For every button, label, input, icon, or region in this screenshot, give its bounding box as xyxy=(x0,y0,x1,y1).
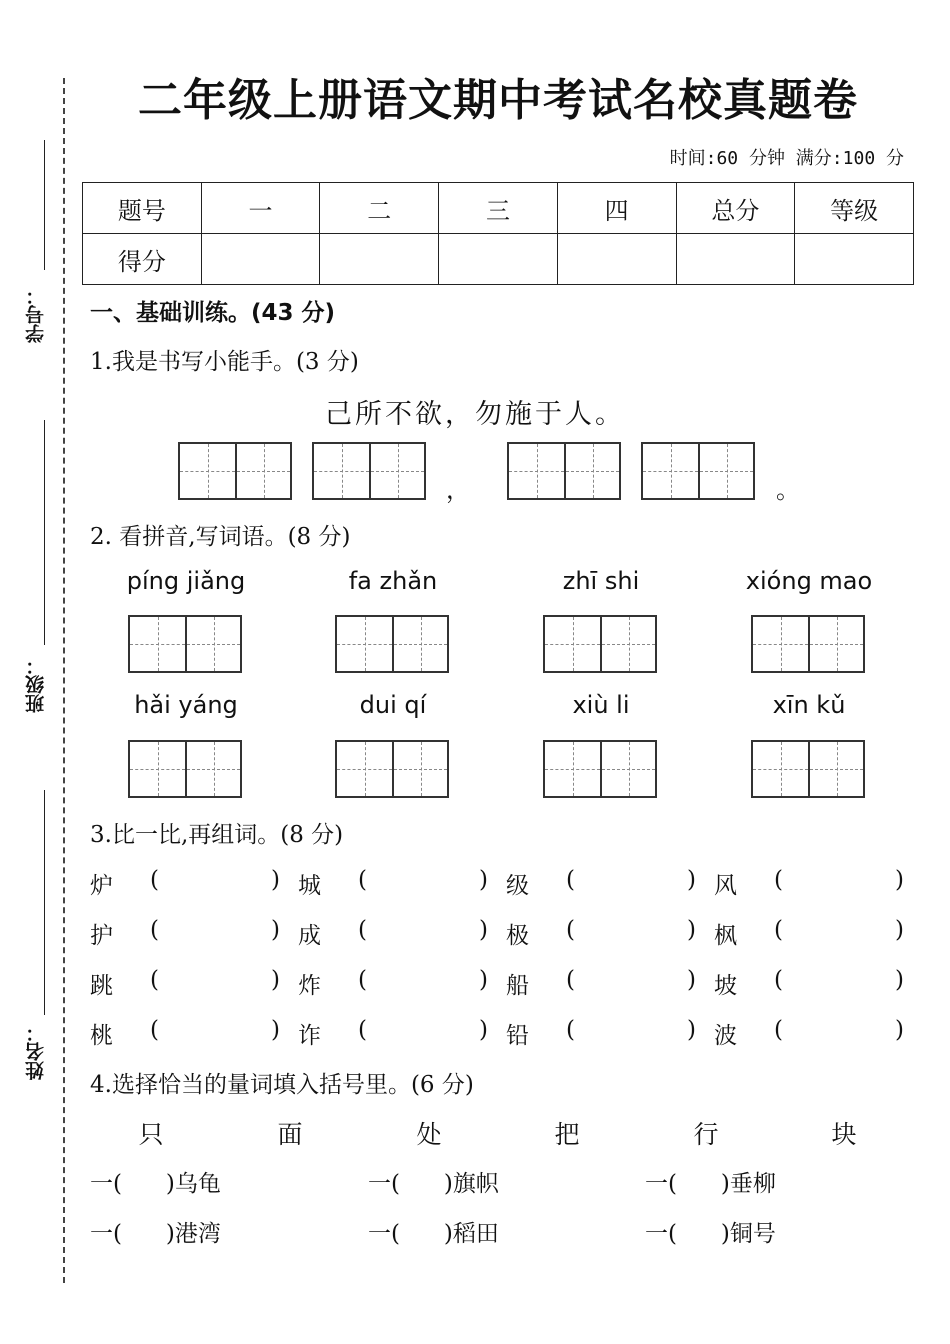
score-header: 四 xyxy=(557,183,676,234)
writing-grid[interactable] xyxy=(543,615,657,673)
close-paren: ) xyxy=(687,917,696,943)
close-paren: ) xyxy=(687,967,696,993)
cut-line xyxy=(63,78,65,1283)
answer-parens[interactable] xyxy=(774,867,904,900)
open-paren: ( xyxy=(358,1017,367,1043)
compare-word-item[interactable] xyxy=(90,967,280,1000)
compare-char: 炸 xyxy=(298,973,321,999)
close-paren: ) xyxy=(895,1017,904,1043)
time-info: 时间:60 分钟 满分:100 分 xyxy=(669,148,904,169)
measure-word: 行 xyxy=(693,1120,719,1149)
close-paren: ) xyxy=(479,867,488,893)
compare-char: 枫 xyxy=(714,923,737,949)
score-header: 题号 xyxy=(83,183,202,234)
open-paren: ( xyxy=(774,1017,783,1043)
compare-word-item[interactable] xyxy=(506,967,696,1000)
compare-word-item[interactable] xyxy=(298,917,488,950)
score-header: 等级 xyxy=(795,183,914,234)
score-header-row xyxy=(83,183,914,234)
answer-parens[interactable] xyxy=(566,1017,696,1050)
close-paren: ) xyxy=(479,917,488,943)
close-paren: ) xyxy=(479,1017,488,1043)
pinyin-label: xióng mao xyxy=(745,567,873,595)
answer-parens[interactable] xyxy=(358,917,488,950)
writing-grid[interactable] xyxy=(543,740,657,798)
open-paren: ( xyxy=(358,967,367,993)
writing-grid[interactable] xyxy=(641,442,755,500)
close-paren: ) xyxy=(895,967,904,993)
open-paren: ( xyxy=(150,917,159,943)
compare-char: 铅 xyxy=(506,1023,529,1049)
answer-parens[interactable] xyxy=(774,967,904,1000)
compare-word-item[interactable] xyxy=(90,1017,280,1050)
measure-word: 面 xyxy=(277,1120,303,1149)
compare-word-item[interactable] xyxy=(298,867,488,900)
score-row-label: 得分 xyxy=(83,234,202,285)
q1-sentence: 己所不欲，勿施于人。 xyxy=(325,399,625,430)
fill-blank-item[interactable]: 一( )旗帜 xyxy=(368,1171,499,1197)
score-header: 总分 xyxy=(676,183,795,234)
answer-parens[interactable] xyxy=(774,917,904,950)
open-paren: ( xyxy=(566,867,575,893)
compare-word-item[interactable] xyxy=(714,867,904,900)
score-cell[interactable] xyxy=(676,234,795,285)
compare-char: 跳 xyxy=(90,973,113,999)
measure-word: 只 xyxy=(138,1120,164,1149)
pinyin-label: xīn kǔ xyxy=(772,691,846,719)
section-title: 一、基础训练。(43 分) xyxy=(90,300,336,326)
compare-char: 成 xyxy=(298,923,321,949)
writing-grid[interactable] xyxy=(178,442,292,500)
fill-blank-item[interactable]: 一( )铜号 xyxy=(645,1221,776,1247)
answer-parens[interactable] xyxy=(566,967,696,1000)
compare-word-item[interactable] xyxy=(506,917,696,950)
fill-blank-item[interactable]: 一( )乌龟 xyxy=(90,1171,221,1197)
score-cell[interactable] xyxy=(320,234,439,285)
answer-parens[interactable] xyxy=(358,967,488,1000)
name-line xyxy=(44,790,45,1015)
writing-grid[interactable] xyxy=(507,442,621,500)
score-cell[interactable] xyxy=(439,234,558,285)
score-table xyxy=(82,182,914,285)
open-paren: ( xyxy=(566,1017,575,1043)
open-paren: ( xyxy=(774,917,783,943)
score-header: 一 xyxy=(201,183,320,234)
q3-title: 3.比一比,再组词。(8 分) xyxy=(90,822,344,848)
answer-parens[interactable] xyxy=(358,1017,488,1050)
open-paren: ( xyxy=(358,917,367,943)
close-paren: ) xyxy=(687,867,696,893)
score-cell[interactable] xyxy=(795,234,914,285)
answer-parens[interactable] xyxy=(150,867,280,900)
name-label: 姓名： xyxy=(25,1023,47,1081)
compare-word-item[interactable] xyxy=(90,917,280,950)
close-paren: ) xyxy=(895,917,904,943)
writing-grid[interactable] xyxy=(128,615,242,673)
writing-grid[interactable] xyxy=(312,442,426,500)
compare-word-item[interactable] xyxy=(714,967,904,1000)
compare-word-item[interactable] xyxy=(506,867,696,900)
answer-parens[interactable] xyxy=(150,967,280,1000)
compare-char: 炉 xyxy=(90,873,113,899)
compare-char: 波 xyxy=(714,1023,737,1049)
compare-char: 极 xyxy=(506,923,529,949)
fill-blank-item[interactable]: 一( )稻田 xyxy=(368,1221,499,1247)
answer-parens[interactable] xyxy=(566,917,696,950)
pinyin-label: hǎi yáng xyxy=(134,691,238,719)
open-paren: ( xyxy=(358,867,367,893)
compare-char: 护 xyxy=(90,923,113,949)
open-paren: ( xyxy=(566,917,575,943)
compare-word-item[interactable] xyxy=(298,1017,488,1050)
compare-char: 船 xyxy=(506,973,529,999)
pinyin-label: fa zhǎn xyxy=(348,567,438,595)
open-paren: ( xyxy=(150,967,159,993)
writing-grid[interactable] xyxy=(335,615,449,673)
score-row xyxy=(83,234,914,285)
compare-word-item[interactable] xyxy=(506,1017,696,1050)
close-paren: ) xyxy=(479,967,488,993)
compare-char: 风 xyxy=(714,873,737,899)
compare-char: 诈 xyxy=(298,1023,321,1049)
compare-char: 坡 xyxy=(714,973,737,999)
writing-grid[interactable] xyxy=(335,740,449,798)
page-title: 二年级上册语文期中考试名校真题卷 xyxy=(138,75,858,126)
compare-word-item[interactable] xyxy=(90,867,280,900)
score-cell[interactable] xyxy=(557,234,676,285)
q4-title: 4.选择恰当的量词填入括号里。(6 分) xyxy=(90,1072,474,1098)
measure-word: 把 xyxy=(554,1120,580,1149)
student-id-label: 学号： xyxy=(25,286,47,344)
answer-parens[interactable] xyxy=(566,867,696,900)
measure-word: 块 xyxy=(831,1120,857,1149)
comma-mark: ， xyxy=(446,476,470,504)
open-paren: ( xyxy=(774,967,783,993)
close-paren: ) xyxy=(271,967,280,993)
answer-parens[interactable] xyxy=(150,1017,280,1050)
pinyin-label: píng jiǎng xyxy=(126,567,246,595)
close-paren: ) xyxy=(271,867,280,893)
class-label: 班级： xyxy=(25,656,47,714)
pinyin-label: xiù li xyxy=(572,691,630,719)
writing-grid[interactable] xyxy=(751,740,865,798)
open-paren: ( xyxy=(566,967,575,993)
compare-char: 级 xyxy=(506,873,529,899)
fill-blank-item[interactable]: 一( )垂柳 xyxy=(645,1171,776,1197)
q1-title: 1.我是书写小能手。(3 分) xyxy=(90,349,359,375)
score-header: 三 xyxy=(439,183,558,234)
compare-word-item[interactable] xyxy=(714,1017,904,1050)
open-paren: ( xyxy=(774,867,783,893)
writing-grid[interactable] xyxy=(751,615,865,673)
writing-grid[interactable] xyxy=(128,740,242,798)
close-paren: ) xyxy=(271,917,280,943)
pinyin-label: zhī shi xyxy=(562,567,640,595)
score-header: 二 xyxy=(320,183,439,234)
period-mark: 。 xyxy=(776,476,800,504)
class-line xyxy=(44,420,45,645)
pinyin-label: dui qí xyxy=(359,691,427,719)
measure-word: 处 xyxy=(416,1120,442,1149)
fill-blank-item[interactable]: 一( )港湾 xyxy=(90,1221,221,1247)
q2-title: 2. 看拼音,写词语。(8 分) xyxy=(90,524,351,550)
answer-parens[interactable] xyxy=(774,1017,904,1050)
close-paren: ) xyxy=(687,1017,696,1043)
answer-parens[interactable] xyxy=(358,867,488,900)
compare-char: 城 xyxy=(298,873,321,899)
answer-parens[interactable] xyxy=(150,917,280,950)
compare-word-item[interactable] xyxy=(298,967,488,1000)
open-paren: ( xyxy=(150,867,159,893)
close-paren: ) xyxy=(895,867,904,893)
compare-char: 桃 xyxy=(90,1023,113,1049)
score-cell[interactable] xyxy=(201,234,320,285)
close-paren: ) xyxy=(271,1017,280,1043)
compare-word-item[interactable] xyxy=(714,917,904,950)
student-id-line xyxy=(44,140,45,270)
open-paren: ( xyxy=(150,1017,159,1043)
